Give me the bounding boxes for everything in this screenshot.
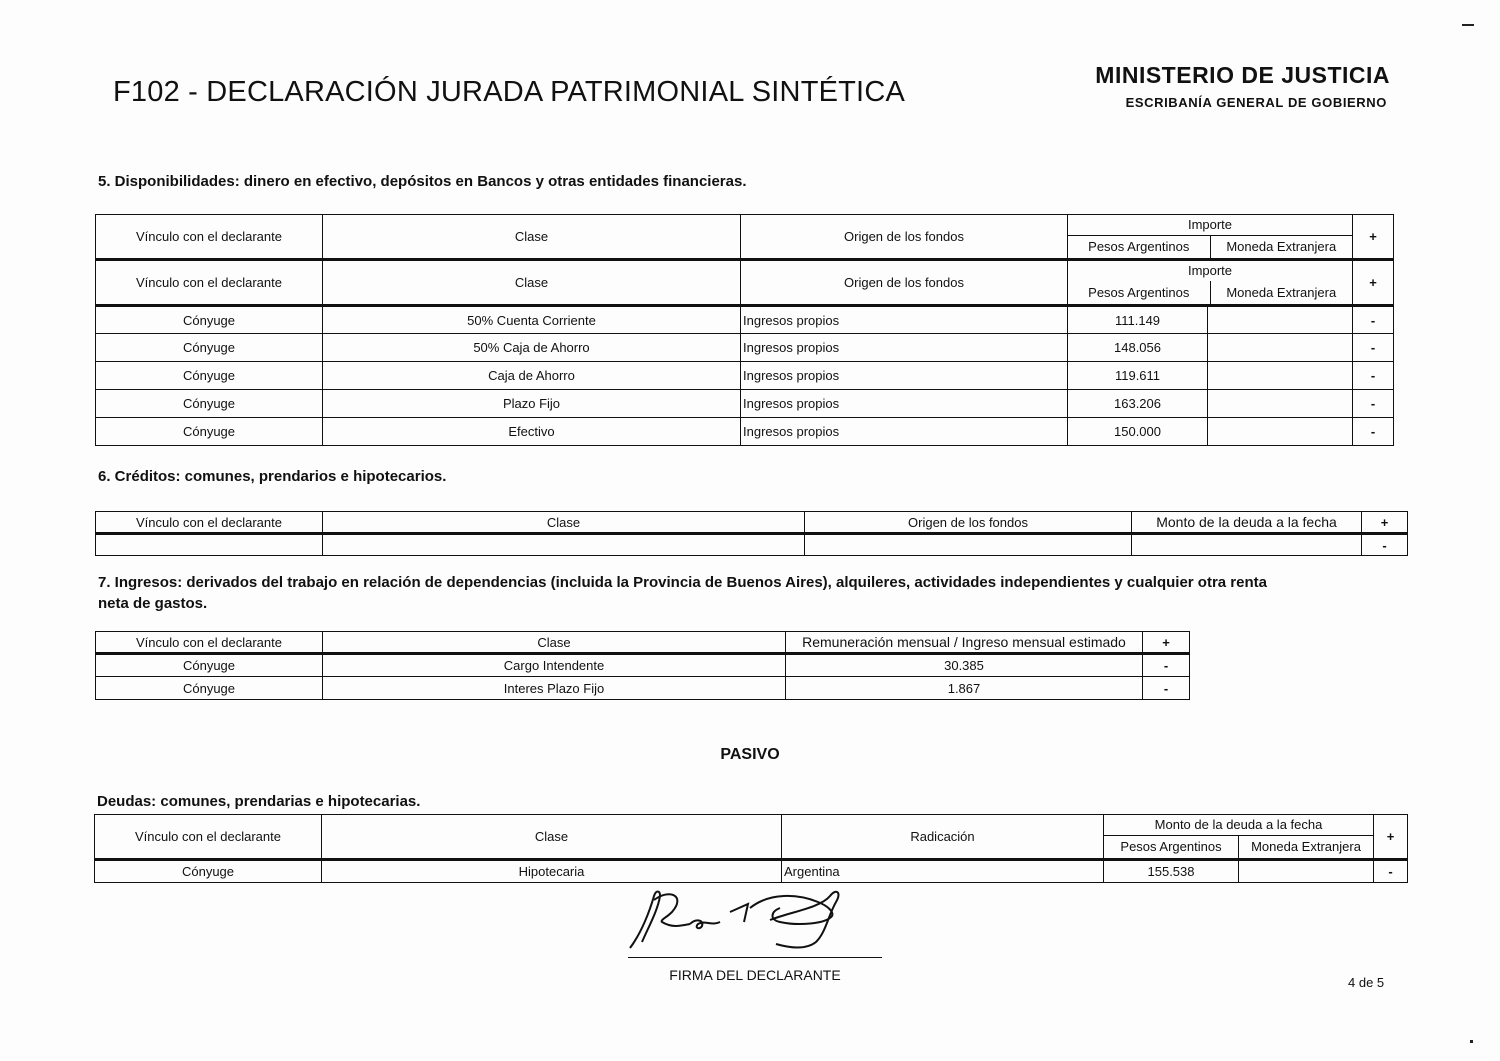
cell-vinculo: Cónyuge <box>95 860 322 883</box>
header-pesos: Pesos Argentinos <box>1088 239 1190 254</box>
header-monto: Monto de la deuda a la fecha <box>1132 512 1362 534</box>
add-row-button[interactable]: + <box>1374 815 1408 860</box>
section7-title-line2: neta de gastos. <box>98 595 208 612</box>
cell-vinculo: Cónyuge <box>96 334 323 362</box>
header-vinculo: Vínculo con el declarante <box>96 632 323 654</box>
cell-monto[interactable] <box>1132 534 1362 556</box>
header-importe-label: Importe <box>1187 263 1233 278</box>
section6-table <box>95 511 1408 556</box>
header-remuneracion: Remuneración mensual / Ingreso mensual estimado <box>786 632 1143 654</box>
cell-pesos: 155.538 <box>1104 860 1239 883</box>
section6-title: 6. Créditos: comunes, prendarios e hipotecarios. <box>98 468 447 485</box>
header-monto <box>1104 815 1374 860</box>
section7-table <box>95 631 1190 700</box>
cell-remuneracion: 1.867 <box>786 677 1143 700</box>
cell-moneda <box>1208 418 1353 446</box>
deudas-table <box>94 814 1408 883</box>
section5-title: 5. Disponibilidades: dinero en efectivo, depósitos en Bancos y otras entidades financieras. <box>98 173 747 190</box>
cell-vinculo: Cónyuge <box>96 390 323 418</box>
header-moneda: Moneda Extranjera <box>1210 281 1353 304</box>
cell-origen: Ingresos propios <box>741 362 1068 390</box>
office-name: ESCRIBANÍA GENERAL DE GOBIERNO <box>1125 95 1387 110</box>
header-vinculo: Vínculo con el declarante <box>96 512 323 534</box>
cell-origen: Ingresos propios <box>741 418 1068 446</box>
table-row <box>96 418 1394 446</box>
cell-origen: Ingresos propios <box>741 306 1068 334</box>
pasivo-title: PASIVO <box>720 746 780 763</box>
section7-title-line1: 7. Ingresos: derivados del trabajo en relación de dependencias (incluida la Provincia de Buenos Aires), alquileres, actividades independientes y cualquier otra renta <box>98 574 1267 591</box>
scan-mark <box>1462 24 1474 26</box>
cell-clase: Efectivo <box>323 418 741 446</box>
page-number: 4 de 5 <box>1348 975 1385 990</box>
signature-label: FIRMA DEL DECLARANTE <box>669 967 841 983</box>
cell-remuneracion: 30.385 <box>786 654 1143 677</box>
cell-clase[interactable] <box>323 534 805 556</box>
cell-clase: Cargo Intendente <box>323 654 786 677</box>
table-row <box>96 306 1394 334</box>
cell-moneda <box>1208 390 1353 418</box>
cell-radicacion: Argentina <box>782 860 1104 883</box>
header-radicacion: Radicación <box>782 815 1104 860</box>
remove-row-button[interactable]: - <box>1353 334 1394 362</box>
header-pesos: Pesos Argentinos <box>1120 839 1222 854</box>
header-clase: Clase <box>323 512 805 534</box>
header-importe <box>1068 215 1353 260</box>
header-importe <box>1068 260 1353 306</box>
cell-moneda <box>1208 334 1353 362</box>
header-clase: Clase <box>323 632 786 654</box>
cell-clase: 50% Cuenta Corriente <box>323 306 741 334</box>
header-clase: Clase <box>323 260 741 306</box>
cell-origen: Ingresos propios <box>741 390 1068 418</box>
table-row <box>96 390 1394 418</box>
cell-vinculo: Cónyuge <box>96 654 323 677</box>
header-pesos: Pesos Argentinos <box>1088 285 1190 300</box>
table-row <box>96 334 1394 362</box>
cell-clase: Caja de Ahorro <box>323 362 741 390</box>
add-row-button[interactable]: + <box>1143 632 1190 654</box>
cell-origen[interactable] <box>805 534 1132 556</box>
cell-moneda <box>1208 306 1353 334</box>
remove-row-button[interactable]: - <box>1143 677 1190 700</box>
cell-pesos: 163.206 <box>1068 390 1208 418</box>
header-vinculo: Vínculo con el declarante <box>95 815 322 860</box>
add-row-button[interactable]: + <box>1353 215 1394 260</box>
cell-clase: Plazo Fijo <box>323 390 741 418</box>
header-clase: Clase <box>322 815 782 860</box>
header-origen: Origen de los fondos <box>805 512 1132 534</box>
cell-clase: Interes Plazo Fijo <box>323 677 786 700</box>
header-origen: Origen de los fondos <box>741 215 1068 260</box>
remove-row-button[interactable]: - <box>1353 418 1394 446</box>
cell-pesos: 148.056 <box>1068 334 1208 362</box>
cell-pesos: 119.611 <box>1068 362 1208 390</box>
handwritten-signature <box>620 882 860 957</box>
header-importe-label: Importe <box>1068 215 1352 236</box>
section5-table <box>95 214 1394 446</box>
table-row <box>95 860 1408 883</box>
cell-moneda <box>1208 362 1353 390</box>
header-origen: Origen de los fondos <box>741 260 1068 306</box>
cell-pesos: 111.149 <box>1068 306 1208 334</box>
add-row-button[interactable]: + <box>1362 512 1408 534</box>
remove-row-button[interactable]: - <box>1143 654 1190 677</box>
cell-clase: Hipotecaria <box>322 860 782 883</box>
header-vinculo: Vínculo con el declarante <box>96 215 323 260</box>
cell-vinculo[interactable] <box>96 534 323 556</box>
add-row-button[interactable]: + <box>1353 260 1394 306</box>
table-row <box>96 534 1408 556</box>
remove-row-button[interactable]: - <box>1353 306 1394 334</box>
cell-moneda <box>1239 860 1374 883</box>
table-row <box>96 677 1190 700</box>
header-vinculo: Vínculo con el declarante <box>96 260 323 306</box>
cell-clase: 50% Caja de Ahorro <box>323 334 741 362</box>
table-row <box>96 654 1190 677</box>
cell-vinculo: Cónyuge <box>96 306 323 334</box>
remove-row-button[interactable]: - <box>1374 860 1408 883</box>
deudas-title: Deudas: comunes, prendarias e hipotecarias. <box>97 793 421 810</box>
document-title: F102 - DECLARACIÓN JURADA PATRIMONIAL SINTÉTICA <box>113 76 906 108</box>
header-moneda: Moneda Extranjera <box>1210 236 1353 258</box>
remove-row-button[interactable]: - <box>1353 390 1394 418</box>
remove-row-button[interactable]: - <box>1362 534 1408 556</box>
cell-vinculo: Cónyuge <box>96 677 323 700</box>
cell-pesos: 150.000 <box>1068 418 1208 446</box>
scan-mark <box>1470 1040 1473 1043</box>
header-monto-label: Monto de la deuda a la fecha <box>1104 815 1373 836</box>
cell-origen: Ingresos propios <box>741 334 1068 362</box>
table-row <box>96 362 1394 390</box>
ministry-name: MINISTERIO DE JUSTICIA <box>1095 62 1390 88</box>
remove-row-button[interactable]: - <box>1353 362 1394 390</box>
cell-vinculo: Cónyuge <box>96 418 323 446</box>
header-moneda: Moneda Extranjera <box>1238 836 1373 858</box>
header-clase: Clase <box>323 215 741 260</box>
signature-line <box>628 957 882 958</box>
cell-vinculo: Cónyuge <box>96 362 323 390</box>
